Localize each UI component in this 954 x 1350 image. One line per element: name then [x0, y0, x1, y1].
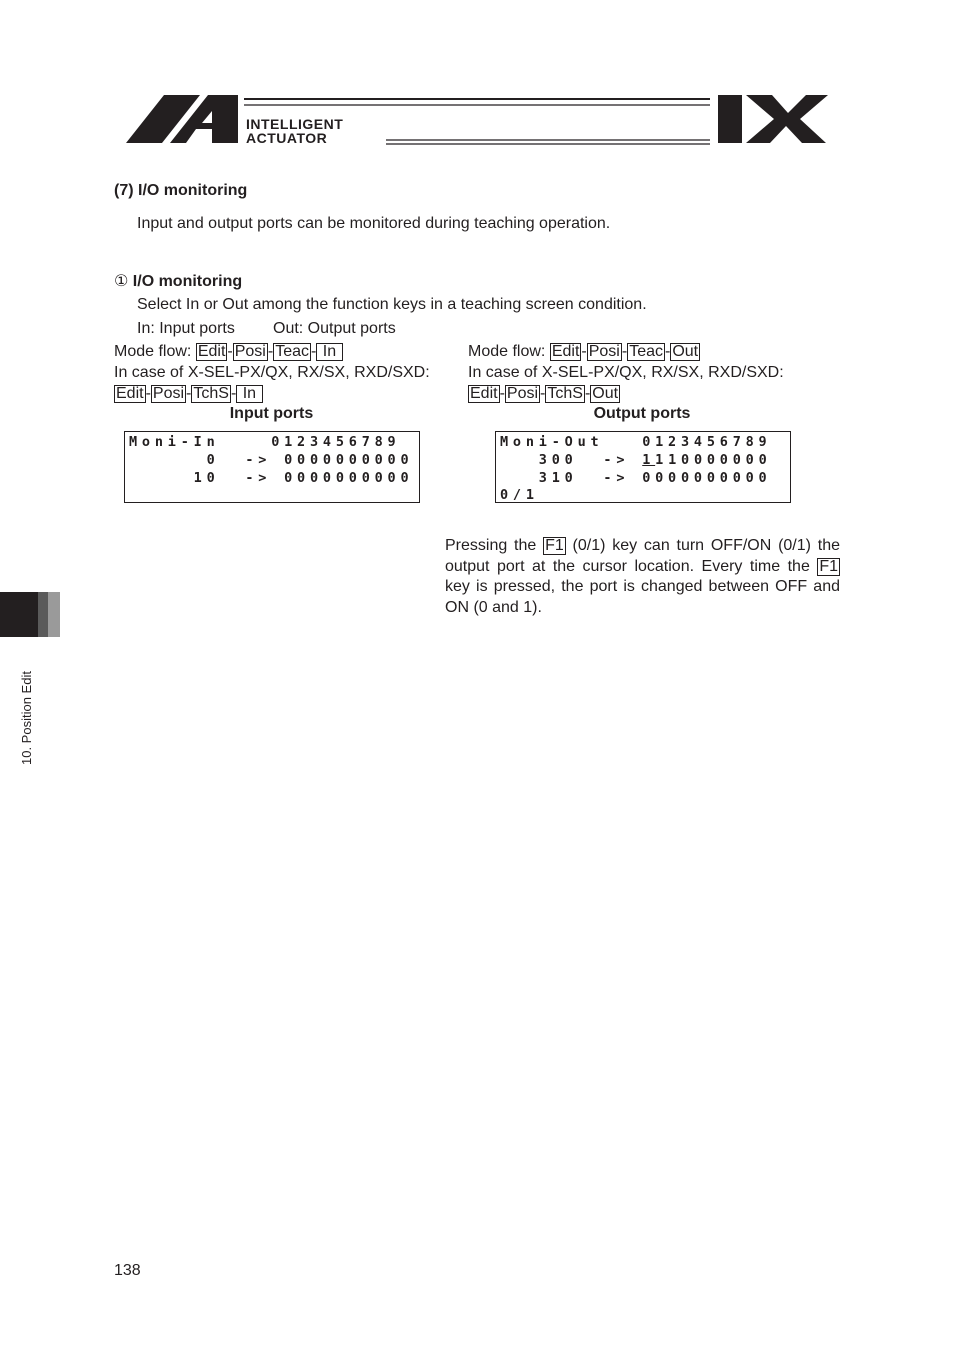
input-caption: Input ports — [229, 405, 314, 422]
key-posi: Posi — [152, 385, 185, 402]
tab-block-mid — [38, 592, 48, 637]
lcd-line: 0 -> 0000000000 — [129, 452, 414, 468]
input-mode-flow: Mode flow: Edit - Posi - Teac - In — [114, 342, 343, 362]
brand-line1: INTELLIGENT — [246, 116, 344, 132]
output-lcd-screen — [495, 431, 791, 503]
key-out: Out — [672, 343, 699, 360]
subsection-instruction: Select In or Out among the function keys in a teaching screen condition. — [137, 296, 647, 313]
chapter-tab-label: 10. Position Edit — [19, 671, 34, 765]
output-case-label: In case of X-SEL-PX/QX, RX/SX, RXD/SXD: — [468, 364, 784, 381]
in-description: In: Input ports — [137, 320, 235, 337]
key-posi: Posi — [234, 343, 266, 360]
input-lcd-screen — [124, 431, 420, 503]
key-teac: Teac — [629, 343, 663, 360]
key-in: In — [236, 385, 262, 403]
key-edit: Edit — [551, 343, 580, 360]
lcd-line: 10 -> 0000000000 — [129, 470, 414, 486]
mode-flow-label: Mode flow: — [468, 343, 546, 360]
key-f1: F1 — [819, 557, 838, 575]
lcd-cursor: 1 — [642, 452, 656, 468]
out-description: Out: Output ports — [273, 320, 396, 337]
brand-line2: ACTUATOR — [246, 130, 328, 146]
tab-block-light — [48, 592, 60, 637]
circled-number-icon: ① — [114, 271, 129, 290]
input-case-label: In case of X-SEL-PX/QX, RX/SX, RXD/SXD: — [114, 364, 430, 381]
tab-block-dark — [0, 592, 38, 637]
key-edit: Edit — [470, 385, 498, 402]
page-number: 138 — [114, 1262, 141, 1279]
chapter-tab — [0, 592, 60, 637]
output-case-keys: Edit - Posi - TchS - Out — [470, 385, 619, 402]
mode-flow-label: Mode flow: — [114, 343, 192, 360]
f1-note: Pressing the F1 (0/1) key can turn OFF/ON (0/1) the output port at the cursor location. Every time the F1 key is pressed, the port is changed between OFF and ON (0 and 1). — [445, 537, 841, 616]
key-out: Out — [592, 385, 619, 402]
section-intro: Input and output ports can be monitored during teaching operation. — [137, 215, 611, 232]
output-caption: Output ports — [593, 405, 691, 422]
key-tchs: TchS — [193, 385, 229, 402]
ia-logo-icon — [126, 93, 831, 147]
subsection-heading — [114, 271, 242, 292]
subsection-title: I/O monitoring — [132, 273, 243, 290]
section-heading: (7) I/O monitoring — [114, 182, 248, 199]
lcd-line: Moni-Out 0123456789 — [500, 434, 772, 450]
key-posi: Posi — [588, 343, 620, 360]
key-posi: Posi — [506, 385, 539, 402]
header-logo — [126, 93, 831, 147]
key-tchs: TchS — [547, 385, 583, 402]
key-f1: F1 — [545, 537, 564, 554]
key-in: In — [316, 343, 342, 361]
key-teac: Teac — [275, 343, 309, 360]
lcd-line: Moni-In 0123456789 — [129, 434, 401, 450]
output-mode-flow: Mode flow: Edit - Posi - Teac - Out — [468, 343, 699, 360]
lcd-line: 300 -> 1110000000 — [500, 452, 772, 468]
lcd-line: 0/1 — [500, 487, 539, 503]
key-edit: Edit — [116, 385, 144, 402]
key-edit: Edit — [197, 343, 226, 360]
lcd-line: 310 -> 0000000000 — [500, 470, 772, 486]
input-case-keys: Edit - Posi - TchS - In — [114, 384, 263, 404]
